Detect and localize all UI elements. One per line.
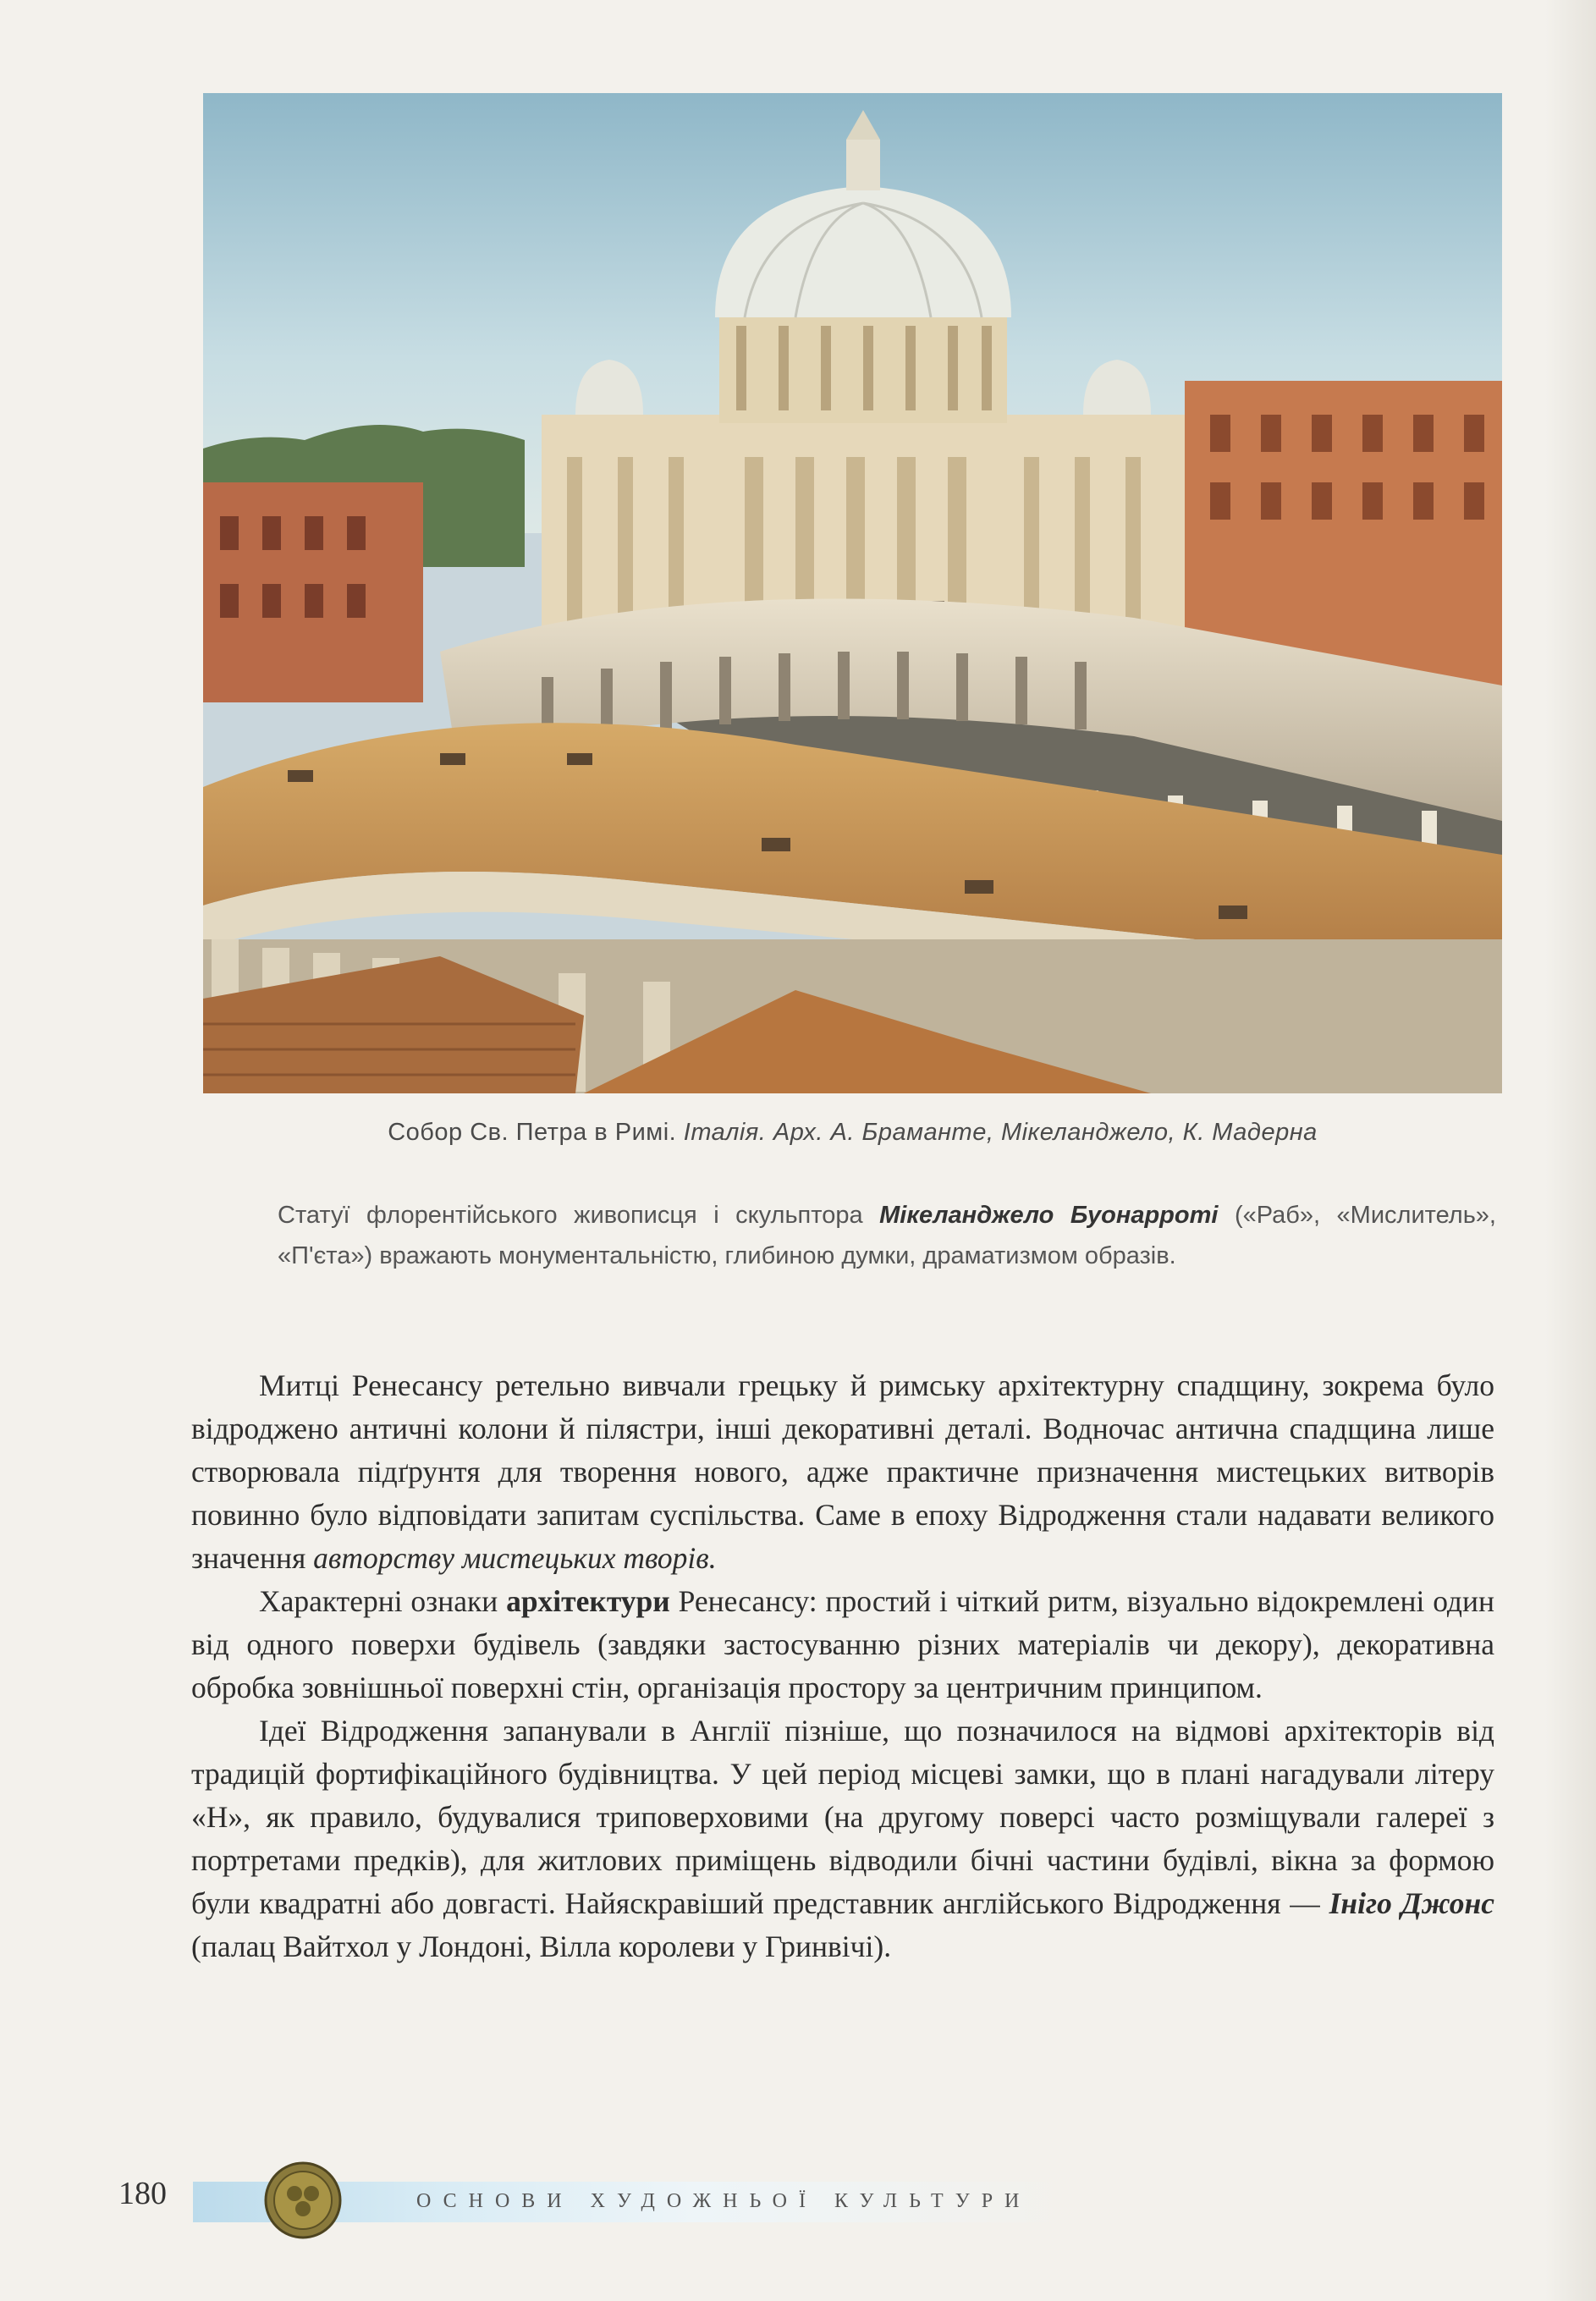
footer-book-title: ОСНОВИ ХУДОЖНЬОЇ КУЛЬТУРИ: [416, 2190, 1032, 2212]
paragraph-2: [191, 1580, 1494, 1709]
paragraph-1: [191, 1364, 1494, 1580]
photo-illustration: [203, 93, 1502, 1093]
paragraph-1-text: Митці Ренесансу ретельно вивчали грецьку й римську архітектурну спадщину, зокрема було відроджено античні колони й пілястри, інші декоративні деталі. Водночас антична спадщина лише створювала підґрунтя для творення нового, адже практичне призначення мистецьких витворів повинно було відповідати запитам суспільства. Саме в епоху Відродження стали надавати великого значення: [191, 1368, 1494, 1575]
page-edge-shadow: [1545, 0, 1596, 2301]
paragraph-1-italic: авторству мистецьких творів.: [313, 1541, 717, 1575]
note-before: Статуї флорентійського живописця і скульптора: [278, 1202, 880, 1229]
paragraph-3-before: Ідеї Відродження запанували в Англії пізніше, що позначилося на відмові архітекторів від традицій фортифікаційного будівництва. У цей період місцеві замки, що в плані нагадували літеру «Н», як правило, будувалися триповерховими (на другому поверсі часто розміщували галереї з портретами предків), для житлових приміщень відводили бічні частини будівлі, вікна за формою були квадратні або довгасті. Найяскравіший представник англійського Відродження —: [191, 1714, 1494, 1920]
footer-emblem-icon: [262, 2160, 344, 2241]
paragraph-2-after: Ренесансу: простий і чіткий ритм, візуально відокремлені один від одного поверхи будівель (завдяки застосуванню різних матеріалів чи декору), декоративна обробка зовнішньої поверхні стін, організація простору за центричним принципом.: [191, 1584, 1494, 1704]
note-bold: Мікеланджело Буонарроті: [879, 1202, 1219, 1229]
page-footer: [118, 2148, 1506, 2249]
paragraph-2-bold: архітектури: [506, 1584, 670, 1618]
paragraph-2-before: Характерні ознаки: [259, 1584, 507, 1618]
main-text: [191, 1364, 1494, 1968]
paragraph-3: [191, 1709, 1494, 1968]
sidebar-note: [278, 1195, 1496, 1276]
note-after: («Раб», «Мислитель», «П'єта») вражають монументальністю, глибиною думки, драматизмом образів.: [278, 1202, 1496, 1269]
st-peters-basilica-photo: [203, 93, 1502, 1093]
page-number: 180: [118, 2176, 167, 2211]
photo-caption: [203, 1119, 1502, 1147]
paragraph-3-after: (палац Вайтхол у Лондоні, Вілла королеви у Гринвічі).: [191, 1929, 892, 1963]
caption-italic: Італія. Арх. А. Браманте, Мікеланджело, К. Мадерна: [683, 1119, 1318, 1146]
caption-plain: Собор Св. Петра в Римі.: [388, 1119, 684, 1146]
lantern: [846, 140, 880, 190]
paragraph-3-bolditalic: Ініго Джонс: [1329, 1886, 1494, 1920]
